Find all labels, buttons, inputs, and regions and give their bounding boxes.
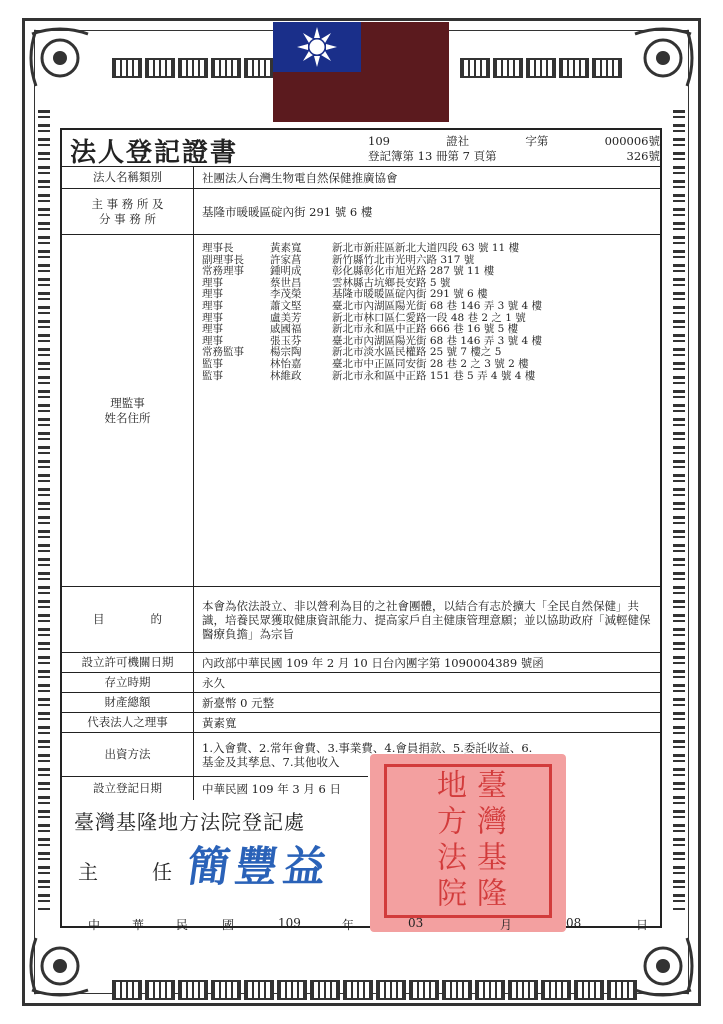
- register-page-number: 326: [626, 149, 649, 163]
- name-label: 法人名稱類別: [62, 167, 194, 188]
- officer-title: 理事: [202, 288, 223, 301]
- funding-label: 出資方法: [62, 733, 194, 776]
- officer-title: 監事: [202, 369, 223, 382]
- row-duration: [62, 672, 660, 692]
- officer-address: 新北市林口區仁愛路一段 48 巷 2 之 1 號: [332, 311, 526, 324]
- row-permit: [62, 652, 660, 672]
- date-era-char1: 中: [88, 918, 101, 932]
- officer-name: 張玉芬: [270, 334, 302, 347]
- officer-title: 常務理事: [202, 265, 244, 278]
- officer-address: 新竹縣竹北市光明六路 317 號: [332, 253, 475, 266]
- national-flag: [273, 22, 449, 122]
- border-pattern-top-left: [112, 58, 274, 82]
- border-pattern-right: [673, 110, 685, 910]
- row-registration-date: [62, 776, 368, 800]
- court-name: 臺灣基隆地方法院登記處: [74, 810, 305, 834]
- certificate-number-area: [368, 134, 660, 164]
- purpose-value: 本會為依法設立、非以營利為目的之社會團體，以結合有志於擴大「全民自然保健」共識，培養民眾獲取健康資訊能力、提高家戶自主健康管理意願；並以協助政府「減輕健保醫療負擔」為宗旨: [202, 598, 651, 641]
- issue-year: 109: [278, 916, 301, 930]
- permit-label: 設立許可機關日期: [62, 653, 194, 672]
- corner-ornament-top-left: [26, 24, 94, 92]
- officers-label-line2: 姓名住所: [104, 410, 151, 425]
- officer-name: 許家菖: [270, 253, 302, 266]
- officer-title: 理事: [202, 311, 223, 324]
- officer-name: 黃素寬: [270, 242, 302, 254]
- office-label-line2: 分 事 務 所: [99, 211, 156, 226]
- officer-address: 基隆市暖暖區碇內街 291 號 6 樓: [332, 288, 488, 301]
- officer-row: [202, 243, 542, 255]
- border-pattern-top-right: [460, 58, 622, 82]
- officer-address: 新北市新莊區新北大道四段 63 號 11 樓: [332, 242, 520, 254]
- row-funding: [62, 732, 660, 776]
- office-label-line1: 主 事 務 所 及: [91, 196, 164, 211]
- officer-title: 副理事長: [202, 253, 244, 266]
- certificate-table: [60, 128, 662, 932]
- date-era-char4: 國: [222, 918, 235, 932]
- officer-row: [202, 301, 542, 313]
- officer-row: [202, 324, 542, 336]
- property-value: 新臺幣 0 元整: [202, 695, 275, 710]
- issue-day: 08: [566, 916, 582, 930]
- officer-address: 新北市淡水區民權路 25 號 7 樓之 5: [332, 346, 502, 359]
- funding-value: 1.入會費、2.常年會費、3.事業費、4.會員捐款、5.委託收益、6.基金及其孳息、7.其他收入: [202, 740, 533, 769]
- seal-text: 臺灣基隆地方法院: [384, 764, 552, 918]
- date-era-char3: 民: [176, 918, 189, 932]
- day-label: 日: [636, 918, 649, 932]
- date-era-char2: 華: [132, 918, 145, 932]
- office-value: 基隆市暖暖區碇內街 291 號 6 樓: [202, 204, 373, 219]
- permit-value: 內政部中華民國 109 年 2 月 10 日台內團字第 1090004389 號函: [202, 655, 544, 670]
- white-sun-icon: [273, 22, 361, 72]
- officers-label: [62, 235, 194, 586]
- representative-value: 黃素寬: [202, 715, 237, 730]
- row-representative: [62, 712, 660, 732]
- director-label-char1: 主: [78, 860, 98, 884]
- name-value: 社團法人台灣生物電自然保健推廣協會: [202, 170, 398, 185]
- officer-title: 理事: [202, 323, 223, 336]
- officer-address: 雲林縣古坑鄉長安路 5 號: [332, 276, 451, 289]
- registration-date-label: 設立登記日期: [62, 777, 194, 800]
- duration-label: 存立時期: [62, 673, 194, 692]
- year-label: 年: [342, 918, 355, 932]
- cert-word-label: 證社: [446, 134, 470, 148]
- cert-year: 109: [368, 134, 390, 148]
- officer-address: 彰化縣彰化市旭光路 287 號 11 樓: [332, 265, 495, 278]
- officer-address: 新北市永和區中正路 666 巷 16 號 5 樓: [332, 323, 519, 336]
- row-officers: [62, 234, 660, 586]
- register-book-ref: 登記簿第 13 冊第 7 頁第: [368, 149, 497, 163]
- officer-name: 戚國福: [270, 323, 302, 336]
- officer-row: [202, 359, 542, 371]
- officer-title: 理事: [202, 299, 223, 312]
- officer-title: 理事: [202, 276, 223, 289]
- registration-date-value: 中華民國 109 年 3 月 6 日: [202, 781, 342, 796]
- row-property: [62, 692, 660, 712]
- officer-title: 常務監事: [202, 346, 244, 359]
- officer-name: 盧美芳: [270, 311, 302, 324]
- certificate-title: 法人登記證書: [70, 138, 239, 168]
- officer-address: 新北市永和區中正路 151 巷 5 弄 4 號 4 樓: [332, 369, 536, 382]
- representative-label: 代表法人之理事: [62, 713, 194, 732]
- property-label: 財產總額: [62, 693, 194, 712]
- officer-name: 蕭文堅: [270, 299, 302, 312]
- office-label: [62, 189, 194, 234]
- officer-address: 臺北市內湖區陽光街 68 巷 146 弄 3 號 4 樓: [332, 334, 542, 347]
- director-label-char2: 任: [152, 860, 172, 884]
- month-label: 月: [500, 918, 513, 932]
- row-purpose: [62, 586, 660, 652]
- officer-name: 李茂榮: [270, 288, 302, 301]
- official-seal: [370, 754, 566, 932]
- officer-name: 林怡嘉: [270, 357, 302, 370]
- corner-ornament-top-right: [629, 24, 697, 92]
- cert-number: 000006: [604, 134, 649, 148]
- officer-address: 臺北市內湖區陽光街 68 巷 146 弄 3 號 4 樓: [332, 299, 542, 312]
- officer-name: 楊宗陶: [270, 346, 302, 359]
- issue-month: 03: [408, 916, 424, 930]
- officer-name: 蔡世昌: [270, 276, 302, 289]
- cert-char-label: 字第: [525, 134, 549, 148]
- border-pattern-bottom: [112, 980, 637, 1004]
- officer-name: 鍾明成: [270, 265, 302, 278]
- officer-title: 監事: [202, 357, 223, 370]
- corner-ornament-bottom-right: [629, 932, 697, 1000]
- officers-label-line1: 理監事: [110, 395, 145, 410]
- director-signature: 簡豐益: [184, 842, 336, 891]
- flag-canton: [273, 22, 361, 72]
- border-pattern-left: [38, 110, 50, 910]
- cert-number-suffix: 號: [648, 134, 660, 148]
- purpose-label: 目 的: [62, 587, 194, 652]
- officer-row: [202, 371, 542, 383]
- officer-address: 臺北市中正區同安街 28 巷 2 之 3 號 2 樓: [332, 357, 529, 370]
- duration-value: 永久: [202, 675, 225, 690]
- officer-title: 理事: [202, 334, 223, 347]
- row-name: [62, 166, 660, 188]
- officer-list: [202, 243, 542, 382]
- register-page-suffix: 號: [648, 149, 660, 163]
- corner-ornament-bottom-left: [26, 932, 94, 1000]
- officer-name: 林維政: [270, 369, 302, 382]
- row-office: [62, 188, 660, 234]
- officer-title: 理事長: [202, 242, 234, 254]
